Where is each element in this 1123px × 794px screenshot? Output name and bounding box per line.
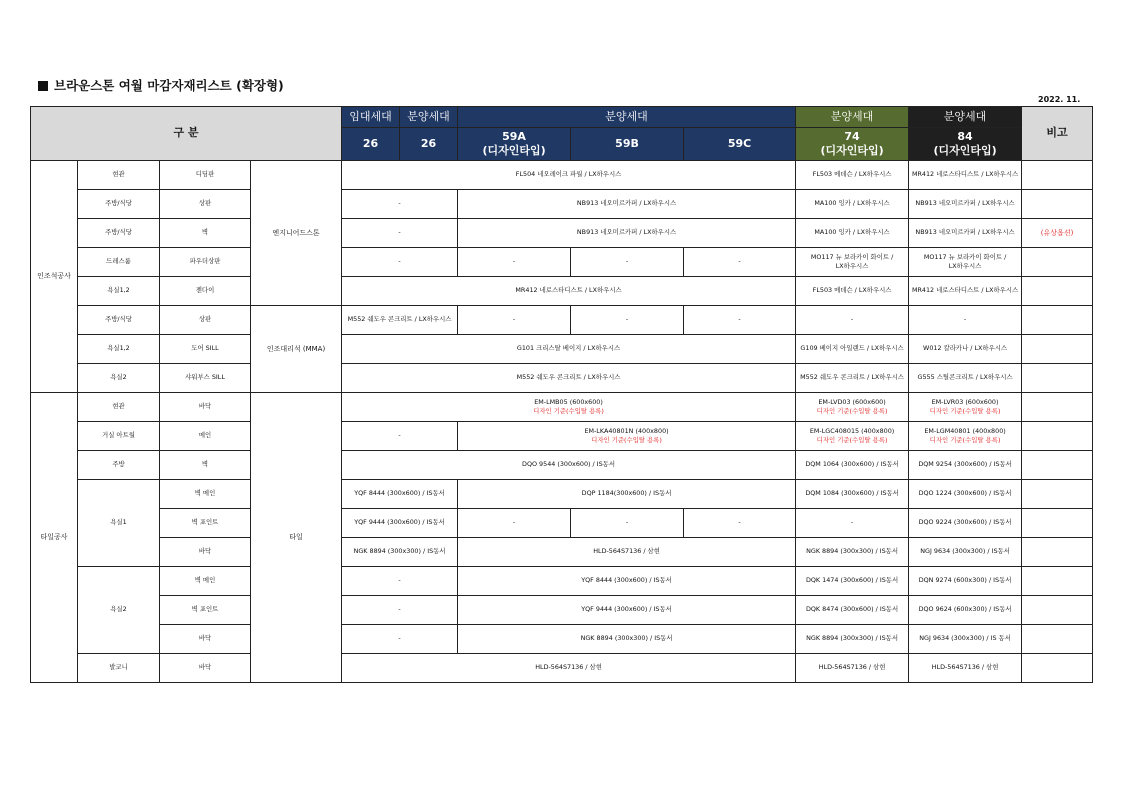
spec-84-cell: NGJ 9634 (300x300) / IS동서 [909,538,1022,567]
location-cell: 욕실2 [78,567,160,654]
spec-red-note: 디자인 기준(수입탈 용록) [816,407,888,415]
remarks-cell [1022,422,1093,451]
remarks-cell [1022,567,1093,596]
spec-59a-cell: - [458,248,571,277]
spec-74-cell [796,393,909,422]
type-84 [909,128,1022,161]
spec-59b-cell: - [571,248,684,277]
remarks-cell [1022,277,1093,306]
part-cell: 메인 [160,422,251,451]
spec-84-cell [909,393,1022,422]
document-date: 2022. 11. [1038,95,1081,104]
spec-red-note: 디자인 기준(수입탈 용록) [929,407,1001,415]
type-59c: 59C [684,128,796,161]
title-text: 브라운스톤 여월 마감자재리스트 (확장형) [54,78,284,93]
part-cell: 젠다이 [160,277,251,306]
spec-cell: HLD-564S7136 / 삼현 [342,654,796,683]
location-cell: 욕실2 [78,364,160,393]
type-26-rental: 26 [342,128,400,161]
location-cell: 욕실1,2 [78,335,160,364]
location-cell: 현관 [78,393,160,422]
spec-text: EM-LGM40801 (400x800) [924,426,1006,435]
spec-84-cell: W012 칼라카나 / LX하우시스 [909,335,1022,364]
table-row [31,219,1093,248]
location-cell: 욕실1,2 [78,277,160,306]
table-row [31,190,1093,219]
part-cell: 샤워부스 SILL [160,364,251,393]
location-cell: 주방 [78,451,160,480]
part-cell: 벽 메인 [160,480,251,509]
spec-74-cell: - [796,509,909,538]
spec-red-note: 디자인 기준(수입탈 용록) [816,436,888,444]
spec-cell: YQF 8444 (300x600) / IS동서 [458,567,796,596]
spec-26-cell: YQF 8444 (300x600) / IS동서 [342,480,458,509]
spec-59c-cell: - [684,248,796,277]
table-row [31,335,1093,364]
spec-84-cell: NB913 네오미르카퍼 / LX하우시스 [909,219,1022,248]
material-cell: 타일 [251,393,342,683]
part-cell: 벽 포인트 [160,596,251,625]
type-59a-label: 59A [502,129,526,143]
spec-74-cell: DQM 1064 (300x600) / IS동서 [796,451,909,480]
spec-74-cell: FL503 메데슨 / LX하우시스 [796,161,909,190]
spec-cell [342,393,796,422]
spec-84-cell: MO117 뉴 보라카이 화이트 / LX하우시스 [909,248,1022,277]
remarks-cell [1022,364,1093,393]
spec-cell: YQF 9444 (300x600) / IS동서 [458,596,796,625]
spec-cell: DQO 9544 (300x600) / IS동서 [342,451,796,480]
spec-74-cell: DQK 1474 (300x600) / IS동서 [796,567,909,596]
part-cell: 벽 메인 [160,567,251,596]
spec-26-cell: - [342,422,458,451]
table-row [31,509,1093,538]
part-cell: 바닥 [160,625,251,654]
remarks-cell [1022,190,1093,219]
spec-74-cell: FL503 메데슨 / LX하우시스 [796,277,909,306]
type-74-label: 74 [844,129,860,143]
location-cell: 욕실1 [78,480,160,567]
spec-74-cell: HLD-564S7136 / 삼현 [796,654,909,683]
material-cell: 엔지니어드스톤 [251,161,342,306]
spec-84-cell: G555 스틸콘크리트 / LX하우시스 [909,364,1022,393]
table-row [31,596,1093,625]
remarks-cell [1022,306,1093,335]
spec-74-cell: MA100 잉카 / LX하우시스 [796,190,909,219]
type-59a-sub: (디자인타입) [482,144,546,157]
spec-cell: M552 쉐도우 콘크리트 / LX하우시스 [342,364,796,393]
page-title [38,76,284,94]
material-cell: 인조대리석 (MMA) [251,306,342,393]
spec-cell [458,422,796,451]
remarks-cell [1022,161,1093,190]
header-remarks: 비고 [1022,107,1093,161]
table-row [31,364,1093,393]
part-cell: 바닥 [160,538,251,567]
location-cell: 현관 [78,161,160,190]
spec-red-note: 디자인 기준(수입탈 용록) [533,407,604,415]
header-sale-84: 분양세대 [909,107,1022,128]
table-row [31,451,1093,480]
remarks-cell [1022,596,1093,625]
spec-cell: FL504 네오레이크 파월 / LX하우시스 [342,161,796,190]
spec-59a-cell: - [458,509,571,538]
spec-74-cell: MA100 잉카 / LX하우시스 [796,219,909,248]
spec-cell: NB913 네오미르카퍼 / LX하우시스 [458,190,796,219]
header-row-1 [31,107,1093,128]
remarks-cell: (유상옵션) [1022,219,1093,248]
spec-cell: NB913 네오미르카퍼 / LX하우시스 [458,219,796,248]
type-59b: 59B [571,128,684,161]
spec-26-cell: - [342,190,458,219]
remarks-cell [1022,248,1093,277]
spec-74-cell: DQK 8474 (300x600) / IS동서 [796,596,909,625]
spec-cell: HLD-564S7136 / 삼현 [458,538,796,567]
spec-84-cell: DQO 9624 (600x300) / IS동서 [909,596,1022,625]
table-row [31,277,1093,306]
table-row [31,161,1093,190]
spec-red-note: 디자인 기준(수입탈 용록) [591,436,662,444]
spec-84-cell: NB913 네오미르카퍼 / LX하우시스 [909,190,1022,219]
spec-84-cell: MR412 네로스타디스트 / LX하우시스 [909,277,1022,306]
spec-59b-cell: - [571,306,684,335]
materials-table [30,106,1093,683]
table-row [31,480,1093,509]
remarks-cell [1022,509,1093,538]
spec-26-cell: - [342,596,458,625]
spec-text: EM-LVD03 (600x600) [818,397,886,406]
remarks-cell [1022,335,1093,364]
spec-84-cell: HLD-564S7136 / 삼현 [909,654,1022,683]
spec-cell: DQP 1184(300x600) / IS동서 [458,480,796,509]
spec-cell: NGK 8894 (300x300) / IS동서 [458,625,796,654]
table-row [31,538,1093,567]
spec-red-note: 디자인 기준(수입탈 용록) [929,436,1001,444]
part-cell: 상판 [160,190,251,219]
spec-84-cell: - [909,306,1022,335]
spec-84-cell [909,422,1022,451]
remarks-cell [1022,480,1093,509]
spec-74-cell [796,422,909,451]
spec-74-cell: NGK 8894 (300x300) / IS동서 [796,538,909,567]
part-cell: 바닥 [160,393,251,422]
spec-59a-cell: - [458,306,571,335]
spec-text: EM-LMB05 (600x600) [534,397,603,406]
spec-59c-cell: - [684,509,796,538]
spec-cell: G101 크리스탈 베이지 / LX하우시스 [342,335,796,364]
spec-59b-cell: - [571,509,684,538]
location-cell: 드레스룸 [78,248,160,277]
table-row [31,422,1093,451]
spec-26-cell: M552 쉐도우 콘크리트 / LX하우시스 [342,306,458,335]
type-26-sale: 26 [400,128,458,161]
header-gubun: 구 분 [31,107,342,161]
type-84-sub: (디자인타입) [933,144,997,157]
spec-text: EM-LKA40801N (400x800) [584,426,669,435]
table-row [31,625,1093,654]
part-cell: 상판 [160,306,251,335]
location-cell: 주방/식당 [78,306,160,335]
type-59a [458,128,571,161]
spec-84-cell: DQN 9274 (600x300) / IS동서 [909,567,1022,596]
table-row [31,567,1093,596]
type-84-label: 84 [957,129,973,143]
spec-text: EM-LVR03 (600x600) [931,397,999,406]
remarks-cell [1022,393,1093,422]
location-cell: 발코니 [78,654,160,683]
spec-74-cell: G109 베이지 아일랜드 / LX하우시스 [796,335,909,364]
location-cell: 주방/식당 [78,190,160,219]
table-row [31,248,1093,277]
type-74-sub: (디자인타입) [820,144,884,157]
category-cell: 타일공사 [31,393,78,683]
table-row [31,654,1093,683]
spec-26-cell: - [342,248,458,277]
spec-26-cell: - [342,625,458,654]
remarks-cell [1022,625,1093,654]
spec-74-cell: NGK 8894 (300x300) / IS동서 [796,625,909,654]
spec-text: EM-LGC408015 (400x800) [809,426,895,435]
part-cell: 디딤판 [160,161,251,190]
part-cell: 벽 [160,451,251,480]
spec-cell: MR412 네로스타디스트 / LX하우시스 [342,277,796,306]
remarks-cell [1022,451,1093,480]
header-rental: 임대세대 [342,107,400,128]
spec-84-cell: DQO 9224 (300x600) / IS동서 [909,509,1022,538]
spec-74-cell: M552 쉐도우 콘크리트 / LX하우시스 [796,364,909,393]
header-sale-59: 분양세대 [458,107,796,128]
part-cell: 파우더상판 [160,248,251,277]
spec-74-cell: DQM 1084 (300x600) / IS동서 [796,480,909,509]
header-sale-74: 분양세대 [796,107,909,128]
location-cell: 주방/식당 [78,219,160,248]
spec-26-cell: - [342,219,458,248]
spec-26-cell: YQF 9444 (300x600) / IS동서 [342,509,458,538]
remarks-cell [1022,654,1093,683]
spec-59c-cell: - [684,306,796,335]
part-cell: 도어 SILL [160,335,251,364]
spec-84-cell: DQM 9254 (300x600) / IS동서 [909,451,1022,480]
spec-84-cell: MR412 네로스타디스트 / LX하우시스 [909,161,1022,190]
spec-26-cell: - [342,567,458,596]
spec-74-cell: - [796,306,909,335]
spec-84-cell: DQO 1224 (300x600) / IS동서 [909,480,1022,509]
category-cell: 인조석공사 [31,161,78,393]
square-bullet-icon [38,81,48,91]
part-cell: 벽 [160,219,251,248]
remarks-cell [1022,538,1093,567]
type-74 [796,128,909,161]
part-cell: 바닥 [160,654,251,683]
part-cell: 벽 포인트 [160,509,251,538]
table-row [31,306,1093,335]
spec-84-cell: NGJ 9634 (300x300) / IS 동서 [909,625,1022,654]
spec-26-cell: NGK 8894 (300x300) / IS동서 [342,538,458,567]
header-sale-26: 분양세대 [400,107,458,128]
location-cell: 거실 아트월 [78,422,160,451]
spec-74-cell: MO117 뉴 보라카이 화이트 / LX하우시스 [796,248,909,277]
table-row [31,393,1093,422]
